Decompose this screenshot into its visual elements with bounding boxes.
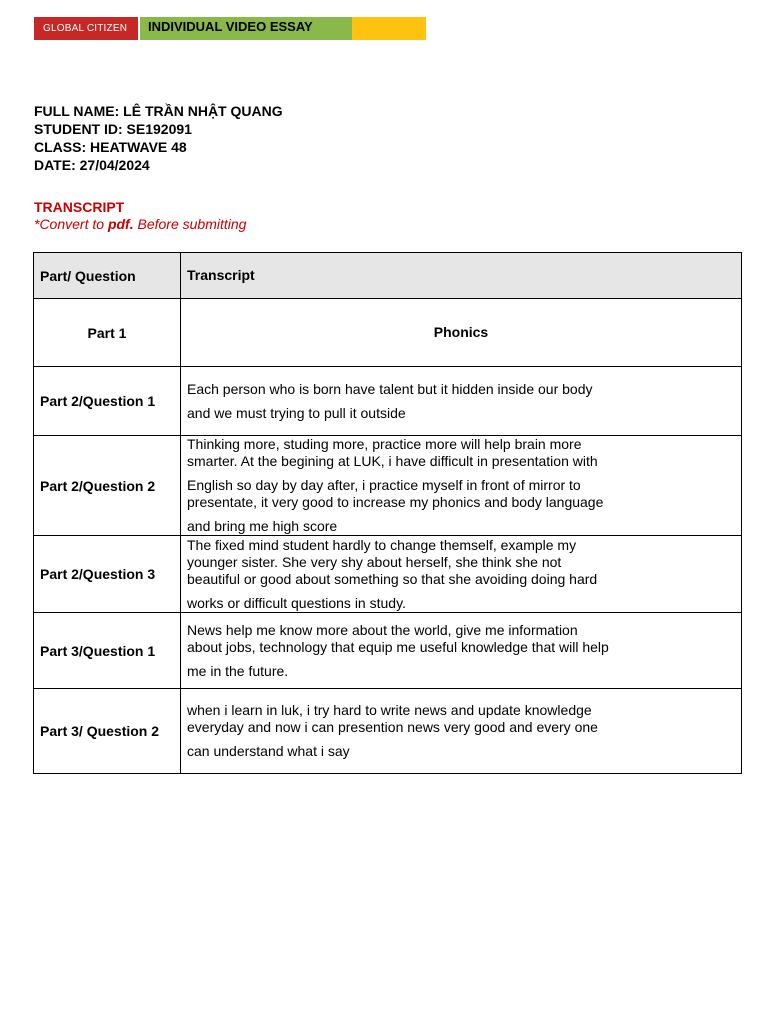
row-label: Part 2/Question 3 xyxy=(34,536,181,613)
table-row xyxy=(34,536,742,613)
transcript-heading: TRANSCRIPT xyxy=(34,199,125,215)
table-row xyxy=(34,299,742,367)
banner-accent xyxy=(352,17,426,40)
full-name: FULL NAME: LÊ TRẦN NHẬT QUANG xyxy=(34,103,283,119)
table-row xyxy=(34,689,742,774)
class-name: CLASS: HEATWAVE 48 xyxy=(34,139,187,155)
row-text: Thinking more, studing more, practice more will help brain more smarter. At the begining at LUK, i have difficult in presentation with English so day by day after, i practice myself in front of mirror to presentate, it very good to increase my phonics and body language and bring me high score xyxy=(181,436,742,536)
submission-note: *Convert to pdf. Before submitting xyxy=(34,216,247,232)
row-label: Part 2/Question 2 xyxy=(34,436,181,536)
date: DATE: 27/04/2024 xyxy=(34,157,150,173)
row-label: Part 2/Question 1 xyxy=(34,367,181,436)
document-title: INDIVIDUAL VIDEO ESSAY xyxy=(140,17,352,40)
brand-label: GLOBAL CITIZEN xyxy=(34,17,138,40)
row-text: The fixed mind student hardly to change themself, example my younger sister. She very shy about herself, she think she not beautiful or good about something so that she avoiding doing hard works or difficult questions in study. xyxy=(181,536,742,613)
transcript-table xyxy=(33,252,742,774)
table-row xyxy=(34,613,742,689)
row-text: News help me know more about the world, give me information about jobs, technology that equip me useful knowledge that will help me in the future. xyxy=(181,613,742,689)
header-transcript: Transcript xyxy=(181,253,742,299)
row-text: when i learn in luk, i try hard to write news and update knowledge everyday and now i can presention news very good and every one can understand what i say xyxy=(181,689,742,774)
header-banner xyxy=(34,17,426,40)
student-info xyxy=(34,102,283,174)
row-label: Part 3/ Question 2 xyxy=(34,689,181,774)
student-id: STUDENT ID: SE192091 xyxy=(34,121,192,137)
table-header-row xyxy=(34,253,742,299)
table-row xyxy=(34,367,742,436)
table-row xyxy=(34,436,742,536)
row-text: Phonics xyxy=(181,299,742,367)
row-label: Part 3/Question 1 xyxy=(34,613,181,689)
row-text: Each person who is born have talent but it hidden inside our body and we must trying to pull it outside xyxy=(181,367,742,436)
row-label: Part 1 xyxy=(34,299,181,367)
header-part-question: Part/ Question xyxy=(34,253,181,299)
